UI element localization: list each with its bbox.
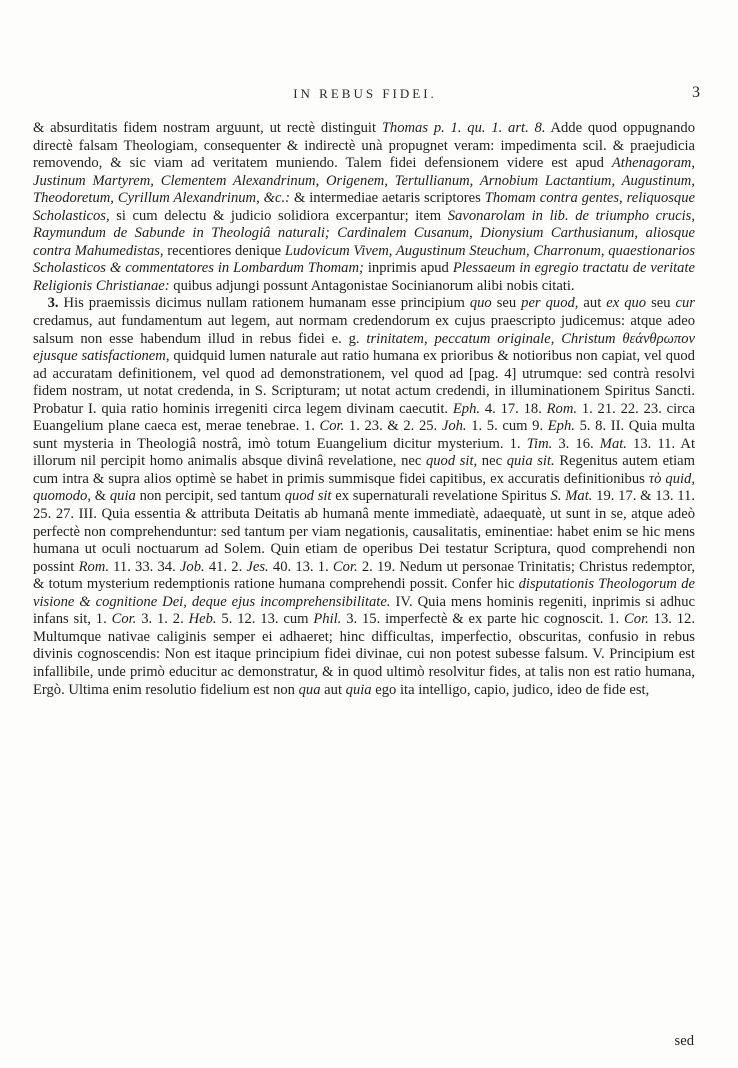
paragraph-continued xyxy=(33,120,695,295)
text-run: 3. 15. imperfectè & ex parte hic cognoscit. 1. xyxy=(341,611,625,628)
text-run: inprimis apud xyxy=(363,260,453,277)
bible-ref: Eph. xyxy=(452,400,481,417)
author-list: Savonarolam in lib. de triumpho crucis, Raymundum de Sabunde in Theologiâ naturali; Cardinalem Cusanum, Dionysium Carthusianum, aliosque contra Mahumedistas, xyxy=(33,207,695,259)
text-run: 3. 1. 2. xyxy=(136,611,189,628)
bible-ref: Cor. xyxy=(319,418,345,435)
text-run: 19. 17. & 13. 11. 25. 27. III. Quia essentia & attributa Deitatis ab humanâ mente immediatè, adaequatè, ut sunt in se, atque adeò perfectè non comprehenduntur: sed tantum per viam negationis, causalitatis, eminentiae: habet enim se hic mens humana ut oculi noctuarum ad Solem. Quin etiam de operibus Dei testatur Scriptura, quod comprehendi non possint xyxy=(33,488,696,575)
bible-ref: Cor. xyxy=(111,611,137,628)
text-run: 40. 13. 1. xyxy=(268,558,333,575)
text-run: His praemissis dicimus nullam rationem humanam esse principium xyxy=(58,295,470,312)
emphasis: ex quo xyxy=(606,295,647,312)
text-run: 1. 21. 22. 23. circa Euangelium plane caeca est, merae tenebrae. 1. xyxy=(33,400,695,435)
emphasis: per quod, xyxy=(521,295,579,312)
bible-ref: Phil. xyxy=(313,611,342,628)
paragraph-3 xyxy=(33,295,695,699)
text-run: 5. 12. 13. cum xyxy=(216,611,314,628)
page-number: 3 xyxy=(692,84,700,101)
text-run: credamus, aut fundamentum aut legem, aut normam credendorum ex cujus praescripto judicemus: atque adeo salsum non esse habendum illud in rebus fidei e. g. xyxy=(33,313,695,347)
emphasis: qua xyxy=(298,681,321,698)
text-run: Regenitus autem etiam cum intra & supra alios optimè se habet in primis summisque fidei capitibus, ex accuratis definitionibus xyxy=(33,453,696,487)
greek-word: θεάνθρωπον xyxy=(615,330,695,347)
page-header xyxy=(30,86,700,106)
text-run: seu xyxy=(491,295,522,312)
text-run: ex supernaturali revelatione Spiritus xyxy=(331,488,551,505)
text-run: aut xyxy=(320,681,346,698)
text-run: quidquid lumen naturale aut ratio humana ex prioribus & notioribus non capiat, vel quod ad accuratam definitionem, vel quod ad demonstrationem, vel quod ad [pag. 4] utrumque: sed contrà resolvi fidem nostram, ut notat credenda, in S. Scripturam; ut notat actum credendi, in illuminationem Spiritus Sancti. Probatur I. quia ratio hominis irregeniti circa legem divinam caecutit. xyxy=(33,348,695,417)
emphasis: quia sit. xyxy=(506,453,555,470)
text-run: 5. 8. II. Quia multa sunt mysteria in Theologiâ nostrâ, imò totum Euangelium dicitur mysterium. 1. xyxy=(33,418,695,452)
text-run: & absurditatis fidem nostram arguunt, ut rectè distinguit xyxy=(33,120,382,136)
bible-ref: Jes. xyxy=(246,558,269,575)
author-list: Ludovicum Vivem, Augustinum Steuchum, Charronum, quaestionarios Scholasticos & commentatores in Lombardum Thomam; xyxy=(33,242,696,277)
text-run: & intermediae aetaris scriptores xyxy=(290,190,485,207)
work-title: Plessaeum in egregio tractatu de veritate Religionis Christianae: xyxy=(33,260,696,294)
text-run: recentiores denique xyxy=(163,242,285,259)
text-run: aut xyxy=(578,295,607,312)
bible-ref: Joh. xyxy=(441,418,467,435)
author-list: Athenagoram, Justinum Martyrem, Clementem Alexandrinum, Origenem, Tertullianum, Arnobium Lactantium, Augustinum, Theodoretum, Cyrillum Alexandrinum, &c.: xyxy=(33,155,695,207)
bible-ref: Heb. xyxy=(188,611,217,628)
bible-ref: Rom. xyxy=(546,400,578,417)
text-run: 4. 17. 18. xyxy=(480,400,547,417)
text-run: 13. 12. Multumque nativae caliginis semper ei adhaeret; hinc difficultas, imperfectio, obscuritas, confusio in rebus divinis cognoscendis: Non est itaque principium fidei divinae, cui non potest subesse falsum. V. Principium est infallibile, unde primò educitur ac demonstratur, & in quod ultimò resolvitur fides, at talis non est ratio humana, Ergò. Ultima enim resolutio fidelium est non xyxy=(33,611,695,698)
section-number: 3. xyxy=(47,295,59,312)
emphasis: trinitatem, peccatum originale, Christum xyxy=(366,330,616,347)
text-run: IV. Quia mens hominis regeniti, inprimis si adhuc infans sit, 1. xyxy=(33,593,695,628)
emphasis: ejusque satisfactionem, xyxy=(33,348,170,365)
text-run: 2. 19. Nedum ut personae Trinitatis; Christus redemptor, & totum mysterium redemptionis ratione humana comprehendi possit. Confer hic xyxy=(33,558,696,593)
emphasis: quia xyxy=(109,488,136,505)
text-run: 41. 2. xyxy=(204,558,247,575)
body-text xyxy=(33,120,695,699)
bible-ref: Tim. xyxy=(526,435,553,452)
bible-ref: Mat. xyxy=(599,435,627,452)
text-run: & xyxy=(90,488,110,505)
text-run: 11. 33. 34. xyxy=(108,558,180,575)
text-run: seu xyxy=(646,295,676,312)
text-run: ego ita intelligo, capio, judico, ideo de fide est, xyxy=(371,681,650,698)
work-title: disputationis Theologorum de visione & cognitione Dei, deque ejus incomprehensibilitate. xyxy=(33,576,695,610)
text-run: nec xyxy=(477,453,507,470)
text-run: quibus adjungi possunt Antagonistae Socinianorum alibi nobis citati. xyxy=(169,277,575,294)
emphasis: quia xyxy=(345,681,372,698)
catchword: sed xyxy=(674,1033,694,1049)
emphasis: quid, quomodo, xyxy=(33,470,695,505)
emphasis: quod sit xyxy=(284,488,332,505)
text-run: 13. 11. At illorum nil percipit homo animalis absque divinâ revelatione, nec xyxy=(33,435,695,470)
bible-ref: Cor. xyxy=(624,611,649,628)
text-run: 3. 16. xyxy=(552,435,600,452)
emphasis: quo xyxy=(469,295,492,312)
text-run: si cum delectu & judicio solidiora excerpantur; item xyxy=(109,207,448,224)
author-list: Thomam contra gentes, reliquosque Scholasticos, xyxy=(33,190,695,224)
text-run: Adde quod oppugnando directè falsam Theologiam, consequenter & indirectè unà propugnet veram: impedimenta scil. & praejudicia removendo, & sic viam ad veritatem muniendo. Talem fidei defensionem videre est apud xyxy=(33,120,695,172)
emphasis: cur xyxy=(675,295,695,312)
bible-ref: Cor. xyxy=(332,558,358,575)
greek-article: τὸ xyxy=(648,470,662,487)
running-head: IN REBUS FIDEI. xyxy=(293,86,437,101)
bible-ref: Eph. xyxy=(547,418,575,435)
text-run: non percipit, sed tantum xyxy=(135,488,285,505)
bible-ref: Rom. xyxy=(78,558,109,575)
text-run: 1. 23. & 2. 25. xyxy=(344,418,442,435)
text-run: 1. 5. cum 9. xyxy=(466,418,548,435)
emphasis: quod sit, xyxy=(425,453,478,470)
citation: Thomas p. 1. qu. 1. art. 8. xyxy=(381,120,546,136)
bible-ref: S. Mat. xyxy=(550,488,593,505)
bible-ref: Job. xyxy=(179,558,205,575)
